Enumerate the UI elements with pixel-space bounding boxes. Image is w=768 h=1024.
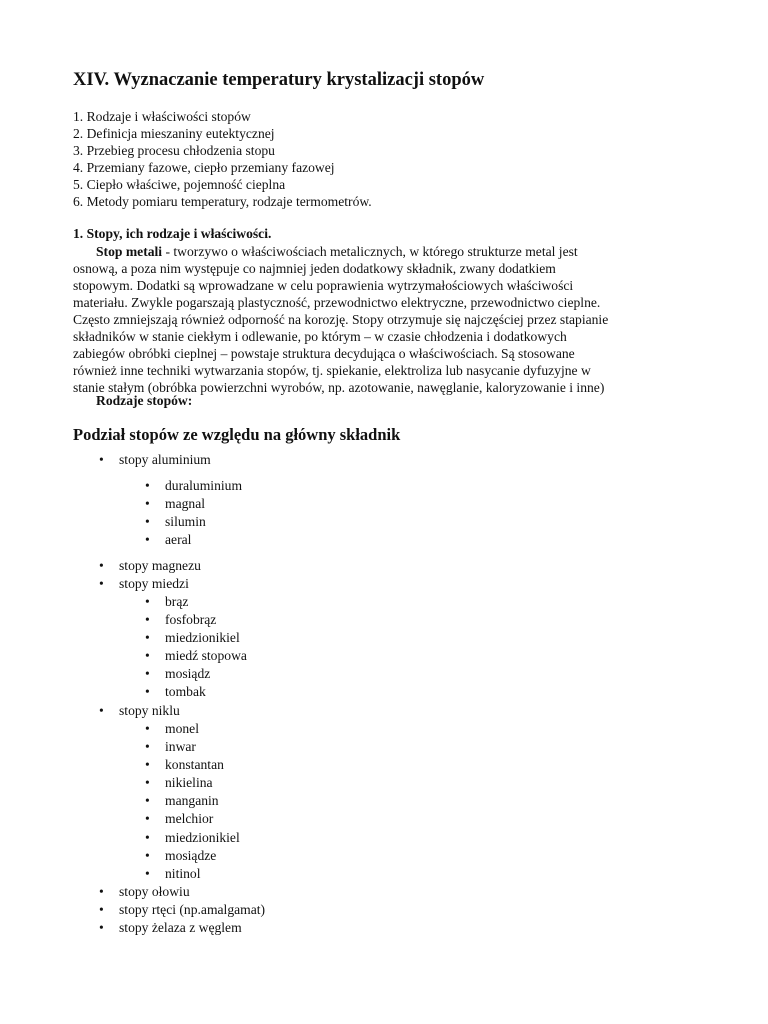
toc-item: 2. Definicja mieszaniny eutektycznej (73, 126, 275, 141)
division-heading: Podział stopów ze względu na główny składnik (73, 425, 401, 444)
bullet-icon: • (145, 514, 150, 530)
paragraph-line (73, 243, 693, 260)
alloy-group-list (99, 557, 201, 593)
bullet-icon: • (145, 496, 150, 512)
toc-item: 3. Przebieg procesu chłodzenia stopu (73, 143, 275, 158)
list-item: • mosiądz (145, 666, 211, 682)
bullet-icon: • (145, 666, 150, 682)
alloy-sublist (145, 477, 242, 549)
paragraph-line: zabiegów obróbki cieplnej – powstaje struktura decydująca o właściwościach. Są stosowane (73, 346, 575, 361)
bullet-icon: • (99, 884, 104, 899)
bullet-icon: • (145, 739, 150, 755)
bullet-icon: • (145, 532, 150, 548)
bullet-icon: • (99, 576, 104, 592)
list-item: • nitinol (145, 865, 201, 881)
toc-item: 6. Metody pomiaru temperatury, rodzaje termometrów. (73, 194, 372, 209)
list-item: • silumin (145, 514, 206, 530)
bullet-icon: • (145, 757, 150, 773)
list-item: • inwar (145, 739, 196, 755)
alloy-sublist (145, 720, 240, 883)
list-item: • stopy aluminium (99, 452, 211, 467)
toc-item: 5. Ciepło właściwe, pojemność cieplna (73, 177, 286, 192)
bullet-icon: • (145, 594, 150, 609)
list-item: • brąz (145, 594, 189, 609)
section-heading: 1. Stopy, ich rodzaje i właściwości. (73, 226, 272, 241)
list-item: • konstantan (145, 757, 224, 773)
toc-item: 1. Rodzaje i właściwości stopów (73, 109, 251, 124)
alloy-types-heading: Rodzaje stopów: (96, 393, 193, 408)
bullet-icon: • (99, 920, 104, 936)
alloy-group-list (99, 451, 211, 469)
paragraph-text: - tworzywo o właściwościach metalicznych, w którego strukturze metal jest (162, 244, 578, 259)
list-item: • monel (145, 721, 199, 736)
alloy-group-list (99, 883, 265, 937)
list-item: • miedzionikiel (145, 630, 240, 646)
list-item: • miedź stopowa (145, 648, 247, 664)
bullet-icon: • (145, 648, 150, 664)
bullet-icon: • (99, 902, 104, 918)
list-item: • stopy miedzi (99, 576, 189, 592)
alloy-sublist (145, 593, 247, 702)
list-item: • duraluminium (145, 478, 243, 493)
list-item: • magnal (145, 496, 206, 512)
list-item: • manganin (145, 793, 219, 809)
list-item: • stopy magnezu (99, 558, 201, 573)
list-item: • miedzionikiel (145, 829, 240, 845)
table-of-contents (73, 108, 372, 210)
list-item: • stopy niklu (99, 703, 180, 718)
defined-term: Stop metali (96, 244, 163, 259)
bullet-icon: • (145, 829, 150, 845)
bullet-icon: • (145, 793, 150, 809)
bullet-icon: • (145, 630, 150, 646)
paragraph-line: stopowym. Dodatki są wprowadzane w celu poprawienia wytrzymałościowych właściwości (73, 278, 574, 293)
bullet-icon: • (145, 775, 150, 791)
paragraph-line: składników w stanie ciekłym i odlewanie, po którym – w czasie chłodzenia i dodatkowych (73, 329, 567, 344)
definition-paragraph (73, 243, 693, 396)
list-item: • fosfobrąz (145, 612, 217, 628)
bullet-icon: • (99, 558, 104, 573)
list-item: • stopy żelaza z węglem (99, 920, 242, 936)
toc-item: 4. Przemiany fazowe, ciepło przemiany fazowej (73, 160, 335, 175)
list-item: • stopy rtęci (np.amalgamat) (99, 902, 266, 918)
bullet-icon: • (145, 612, 150, 628)
paragraph-line: osnową, a poza nim występuje co najmniej jeden dodatkowy składnik, zwany dodatkiem (73, 261, 556, 276)
paragraph-line: również inne techniki wytwarzania stopów, tj. spiekanie, elektroliza lub nasycanie dyfuzyjne w (73, 363, 591, 378)
paragraph-line: Często zmniejszają również odporność na korozję. Stopy otrzymuje się najczęściej przez stapianie (73, 312, 609, 327)
list-item: • tombak (145, 684, 206, 700)
bullet-icon: • (145, 721, 150, 736)
bullet-icon: • (145, 811, 150, 827)
paragraph-line: materiału. Zwykle pogarszają plastyczność, przewodnictwo elektryczne, przewodnictwo cieplne. (73, 295, 601, 310)
list-item: • mosiądze (145, 847, 217, 863)
list-item: • aeral (145, 532, 192, 548)
paragraph-line: stanie stałym (obróbka powierzchni wyrobów, np. azotowanie, nawęglanie, kaloryzowanie i inne) (73, 380, 605, 395)
list-item: • nikielina (145, 775, 213, 791)
list-item: • melchior (145, 811, 214, 827)
bullet-icon: • (145, 478, 150, 493)
bullet-icon: • (145, 847, 150, 863)
alloy-group-list (99, 702, 180, 720)
bullet-icon: • (99, 452, 104, 467)
bullet-icon: • (145, 684, 150, 700)
document-title: XIV. Wyznaczanie temperatury krystalizacji stopów (73, 70, 485, 90)
list-item: • stopy ołowiu (99, 884, 190, 899)
bullet-icon: • (99, 703, 104, 718)
bullet-icon: • (145, 865, 150, 881)
